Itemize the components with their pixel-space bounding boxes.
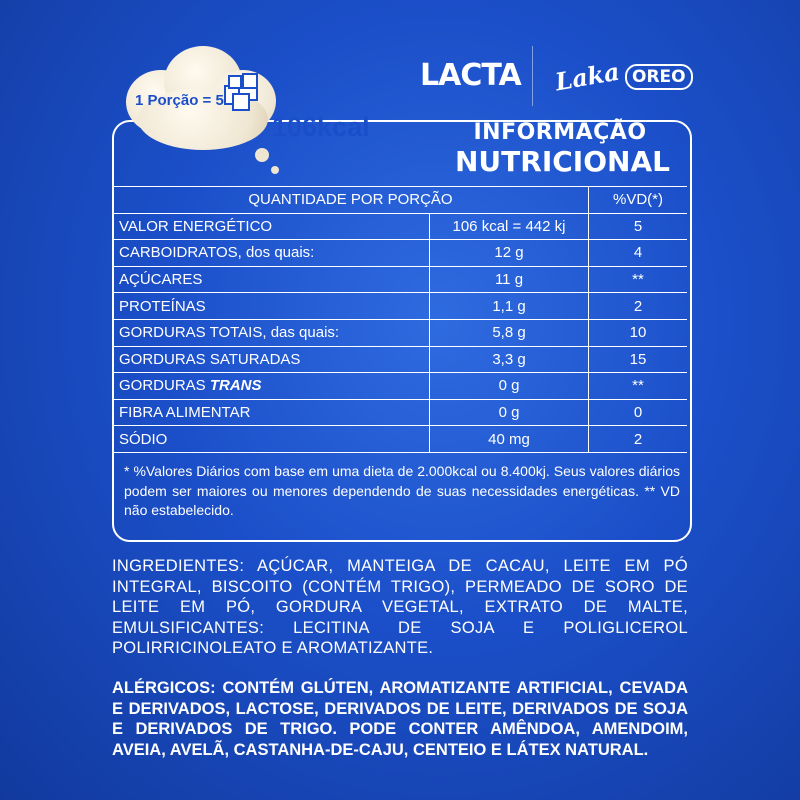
nutrient-amount: 0 g (430, 399, 589, 426)
nutrient-name: PROTEÍNAS (113, 293, 430, 320)
portion-size: 1 Porção = 5 (135, 92, 224, 109)
cloud-dot (255, 148, 269, 162)
nutrient-name: SÓDIO (113, 426, 430, 453)
brand-logos (420, 52, 690, 102)
nutrient-vd: 10 (589, 319, 688, 346)
ingredients-text: INGREDIENTES: AÇÚCAR, MANTEIGA DE CACAU, LEITE EM PÓ INTEGRAL, BISCOITO (CONTÉM TRIGO), PERMEADO DE SORO DE LEITE EM PÓ, GORDURA VEGETAL, EXTRATO DE MALTE, EMULSIFICANTES: LECITINA DE SOJA E POLIGLICEROL POLIRRICINOLEATO E AROMATIZANTE. (112, 557, 688, 657)
cloud-dot (271, 166, 279, 174)
brand-divider (532, 46, 533, 106)
nutrient-amount: 1,1 g (430, 293, 589, 320)
oreo-logo: OREO (625, 64, 693, 90)
nutrient-vd: ** (589, 266, 688, 293)
nutrient-amount: 12 g (430, 240, 589, 267)
table-row (113, 293, 687, 320)
allergens-text: ALÉRGICOS: CONTÉM GLÚTEN, AROMATIZANTE ARTIFICIAL, CEVADA E DERIVADOS, LACTOSE, DERIVADOS DE LEITE, DERIVADOS DE SOJA E DERIVADOS DE TRIGO. PODE CONTER AMÊNDOA, AMENDOIM, AVEIA, AVELÃ, CASTANHA-DE-CAJU, CENTEIO E LÁTEX NATURAL. (112, 679, 688, 759)
nutrition-table (113, 186, 687, 453)
table-row (113, 213, 687, 240)
nutrient-name: FIBRA ALIMENTAR (113, 399, 430, 426)
portion-kcal: 106kcal (272, 112, 370, 142)
daily-values-footnote: * %Valores Diários com base em uma dieta de 2.000kcal ou 8.400kj. Seus valores diários podem ser maiores ou menores dependendo de suas necessidades energéticas. ** VD não estabelecido. (124, 463, 680, 518)
nutrient-name: GORDURAS TRANS (113, 373, 430, 400)
page-title (455, 120, 670, 178)
table-row (113, 346, 687, 373)
nutrient-vd: 4 (589, 240, 688, 267)
header-vd: %VD(*) (589, 187, 688, 214)
nutrient-vd: 15 (589, 346, 688, 373)
nutrient-amount: 106 kcal = 442 kj (430, 213, 589, 240)
title-line-2: NUTRICIONAL (455, 145, 670, 178)
chocolate-pieces-icon (223, 72, 263, 112)
nutrient-amount: 0 g (430, 373, 589, 400)
nutrient-name: VALOR ENERGÉTICO (113, 213, 430, 240)
nutrient-amount: 5,8 g (430, 319, 589, 346)
nutrient-amount: 3,3 g (430, 346, 589, 373)
nutrient-amount: 11 g (430, 266, 589, 293)
table-header-row (113, 187, 687, 214)
table-row (113, 240, 687, 267)
nutrient-name: GORDURAS SATURADAS (113, 346, 430, 373)
table-row (113, 399, 687, 426)
table-row (113, 266, 687, 293)
table-row (113, 373, 687, 400)
nutrient-name: AÇÚCARES (113, 266, 430, 293)
nutrient-name: CARBOIDRATOS, dos quais: (113, 240, 430, 267)
lacta-logo: LACTA (420, 58, 521, 93)
nutrient-vd: 2 (589, 426, 688, 453)
nutrient-vd: 5 (589, 213, 688, 240)
nutrient-vd: 2 (589, 293, 688, 320)
nutrient-amount: 40 mg (430, 426, 589, 453)
nutrient-name: GORDURAS TOTAIS, das quais: (113, 319, 430, 346)
laka-logo: Laka (552, 56, 622, 97)
nutrient-vd: 0 (589, 399, 688, 426)
nutrient-vd: ** (589, 373, 688, 400)
header-quantity: QUANTIDADE POR PORÇÃO (113, 187, 589, 214)
title-line-1: INFORMAÇÃO (473, 120, 647, 145)
table-row (113, 319, 687, 346)
table-row (113, 426, 687, 453)
